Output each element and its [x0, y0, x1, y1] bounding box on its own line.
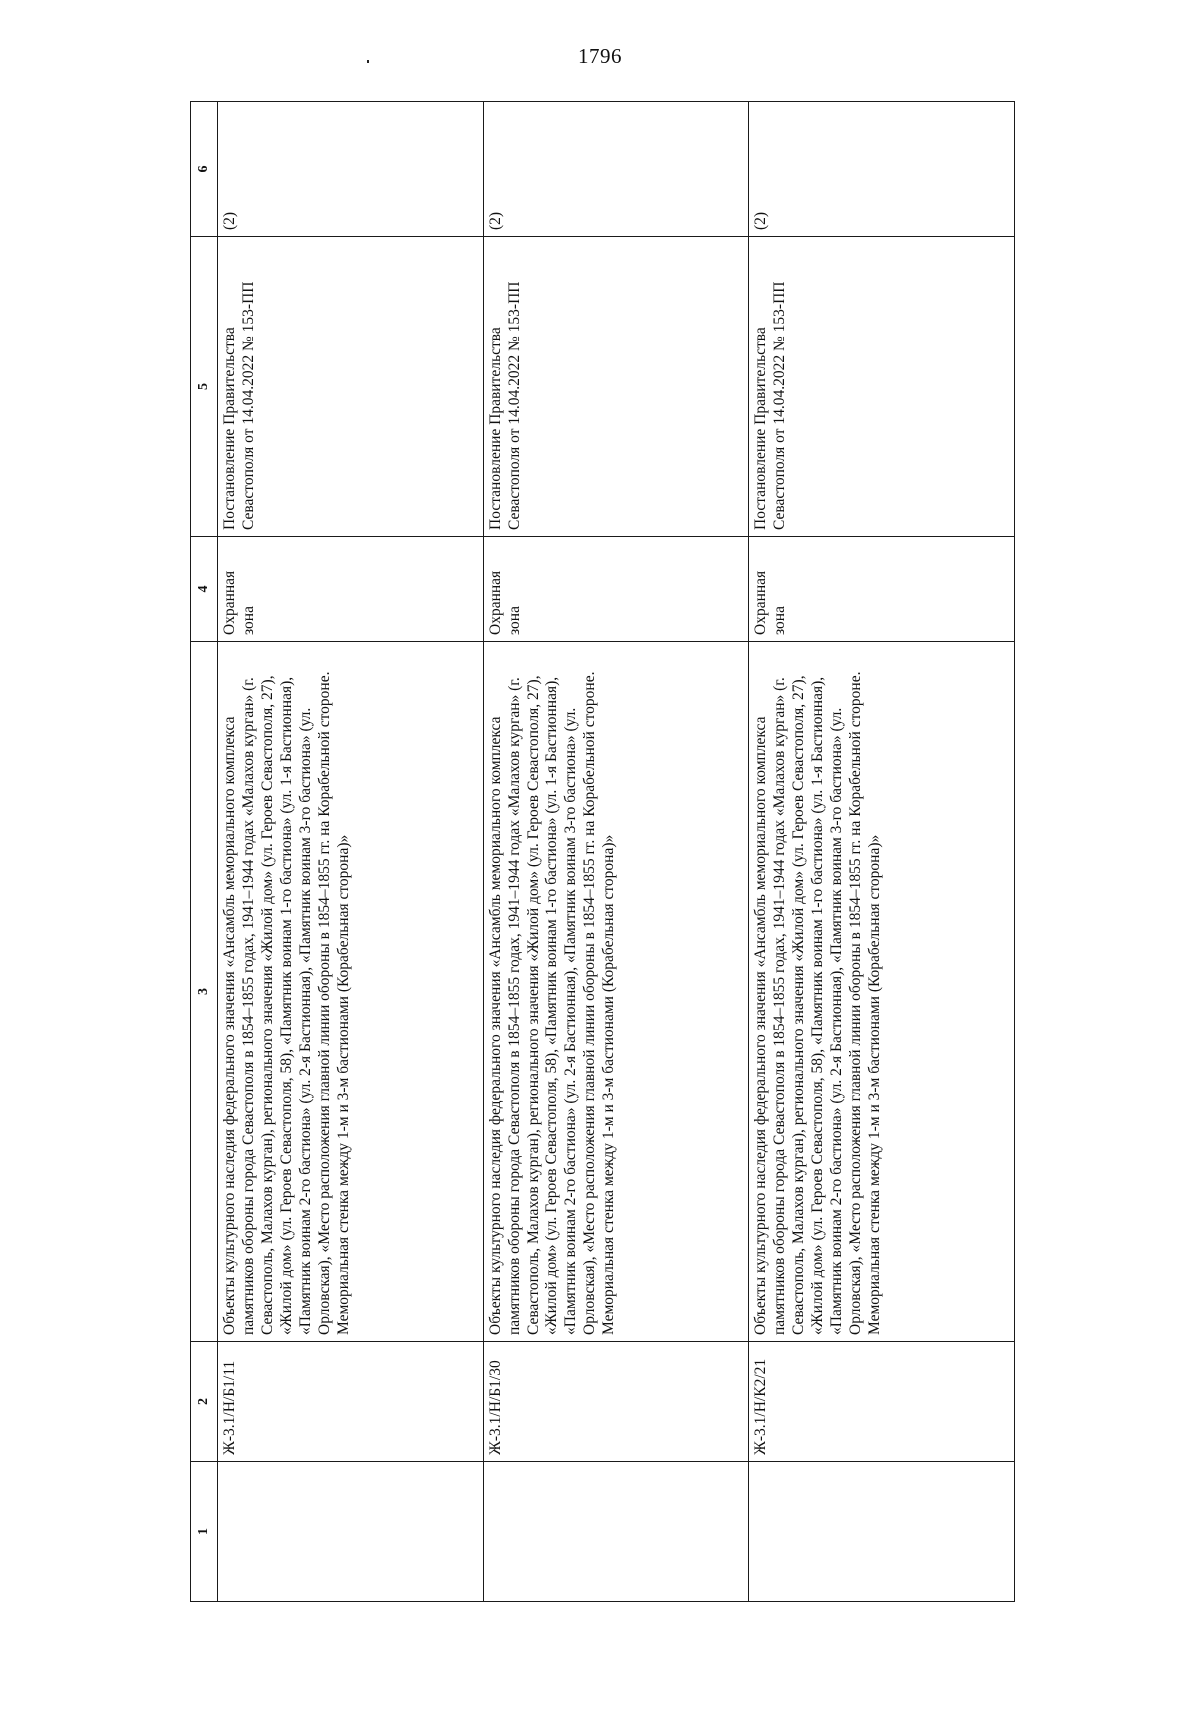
note-cell: (2) — [483, 102, 749, 237]
heritage-objects-cell: Объекты культурного наследия федерального значения «Ансамбль мемориального комплекса памятников обороны города Севастополя в 1854–1855 годах, 1941–1944 годах «Малахов курган» (г. Севастополь, Малахов курган), регионального значения «Жилой дом» (ул. Героев Севастополя, 27), «Жилой дом» (ул. Героев Севастополя, 58), «Памятник воинам 1-го бастиона» (ул. 1-я Бастионная), «Памятник воинам 2-го бастиона» (ул. 2-я Бастионная), «Памятник воинам 3-го бастиона» (ул. Орловская), «Место расположения главной линии обороны в 1854–1855 гг. на Корабельной стороне. Мемориальная стенка между 1-м и 3-м бастионами (Корабельная сторона)» — [749, 642, 1015, 1342]
zone-code-cell: Ж-3.1/Н/К2/21 — [749, 1342, 1015, 1462]
note-cell: (2) — [218, 102, 484, 237]
decree-cell: Постановление Правительства Севастополя от 14.04.2022 № 153-ПП — [218, 237, 484, 537]
row-number-cell — [218, 1462, 484, 1602]
table-row — [218, 102, 484, 1602]
zone-type-cell: Охранная зона — [483, 537, 749, 642]
table-row — [483, 102, 749, 1602]
note-cell: (2) — [749, 102, 1015, 237]
row-number-cell — [749, 1462, 1015, 1602]
column-header-2: 2 — [191, 1342, 218, 1462]
registry-table — [190, 101, 1015, 1602]
column-header-5: 5 — [191, 237, 218, 537]
page-number: 1796 — [578, 44, 622, 68]
heritage-objects-cell: Объекты культурного наследия федерального значения «Ансамбль мемориального комплекса памятников обороны города Севастополя в 1854–1855 годах, 1941–1944 годах «Малахов курган» (г. Севастополь, Малахов курган), регионального значения «Жилой дом» (ул. Героев Севастополя, 27), «Жилой дом» (ул. Героев Севастополя, 58), «Памятник воинам 1-го бастиона» (ул. 1-я Бастионная), «Памятник воинам 2-го бастиона» (ул. 2-я Бастионная), «Памятник воинам 3-го бастиона» (ул. Орловская), «Место расположения главной линии обороны в 1854–1855 гг. на Корабельной стороне. Мемориальная стенка между 1-м и 3-м бастионами (Корабельная сторона)» — [218, 642, 484, 1342]
decree-cell: Постановление Правительства Севастополя от 14.04.2022 № 153-ПП — [749, 237, 1015, 537]
table-row — [749, 102, 1015, 1602]
column-header-4: 4 — [191, 537, 218, 642]
column-header-3: 3 — [191, 642, 218, 1342]
decree-cell: Постановление Правительства Севастополя от 14.04.2022 № 153-ПП — [483, 237, 749, 537]
rotated-table-container — [190, 102, 1015, 1602]
zone-type-cell: Охранная зона — [218, 537, 484, 642]
column-header-1: 1 — [191, 1462, 218, 1602]
row-number-cell — [483, 1462, 749, 1602]
zone-code-cell: Ж-3.1/Н/Б1/11 — [218, 1342, 484, 1462]
scan-speck — [367, 60, 369, 63]
zone-type-cell: Охранная зона — [749, 537, 1015, 642]
table-header-row — [191, 102, 218, 1602]
column-header-6: 6 — [191, 102, 218, 237]
heritage-objects-cell: Объекты культурного наследия федерального значения «Ансамбль мемориального комплекса памятников обороны города Севастополя в 1854–1855 годах, 1941–1944 годах «Малахов курган» (г. Севастополь, Малахов курган), регионального значения «Жилой дом» (ул. Героев Севастополя, 27), «Жилой дом» (ул. Героев Севастополя, 58), «Памятник воинам 1-го бастиона» (ул. 1-я Бастионная), «Памятник воинам 2-го бастиона» (ул. 2-я Бастионная), «Памятник воинам 3-го бастиона» (ул. Орловская), «Место расположения главной линии обороны в 1854–1855 гг. на Корабельной стороне. Мемориальная стенка между 1-м и 3-м бастионами (Корабельная сторона)» — [483, 642, 749, 1342]
zone-code-cell: Ж-3.1/Н/Б1/30 — [483, 1342, 749, 1462]
